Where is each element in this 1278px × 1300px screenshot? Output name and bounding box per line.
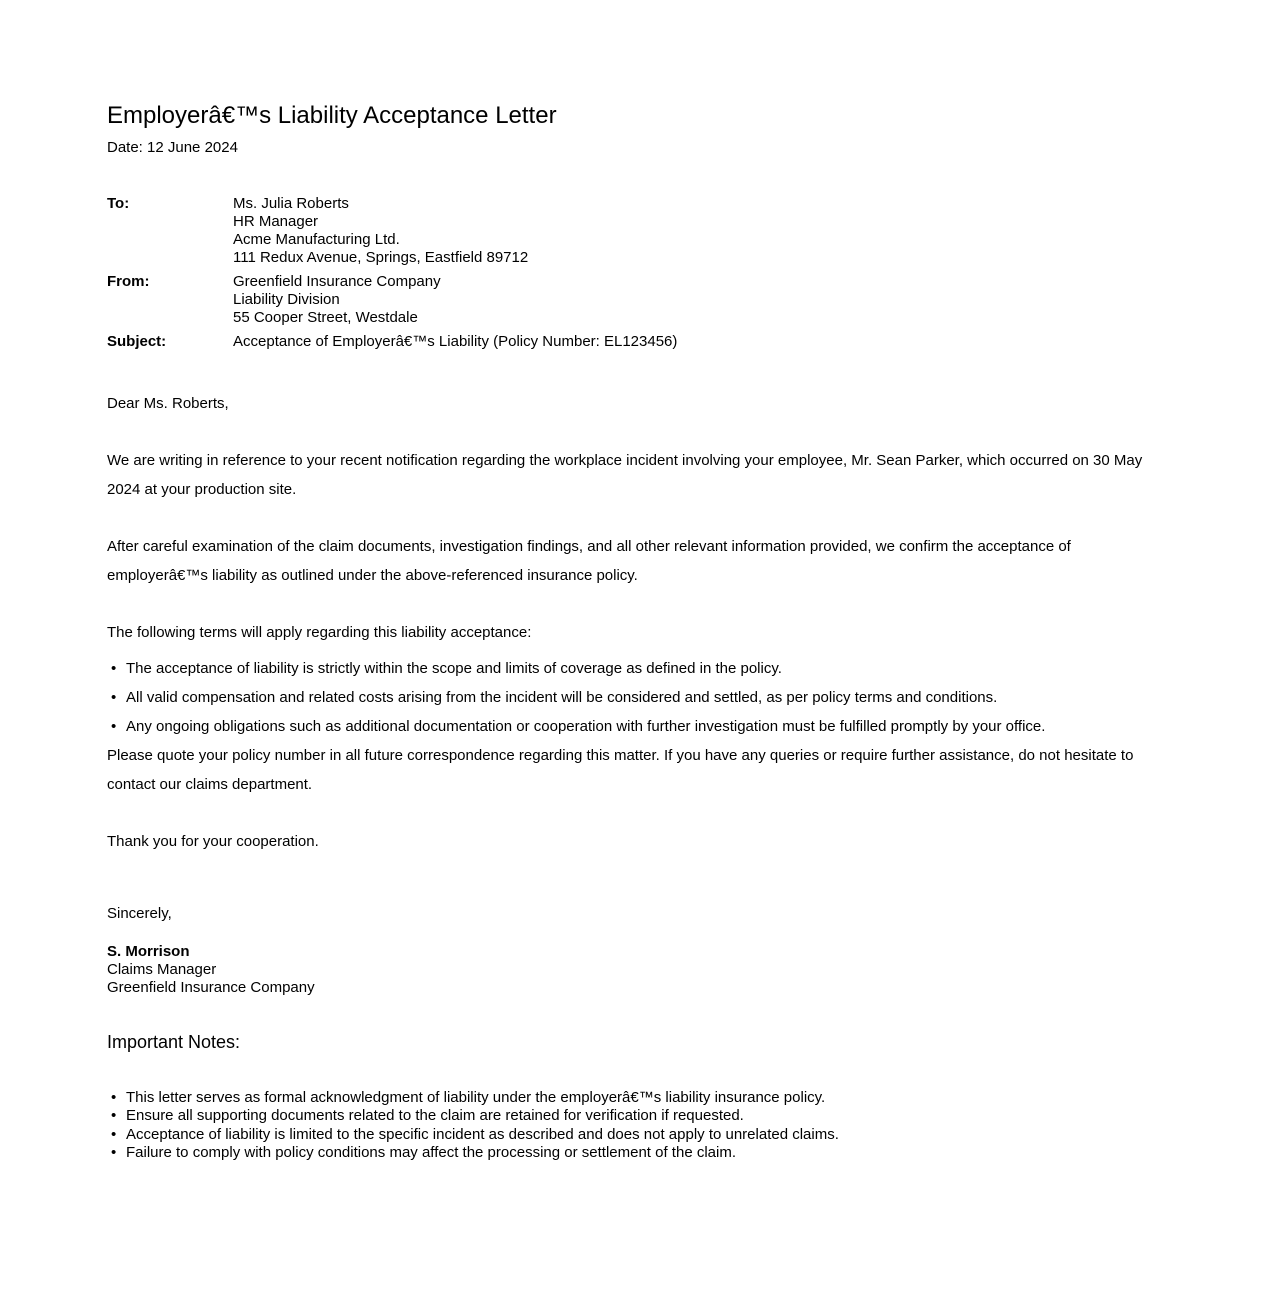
terms-list (107, 654, 1158, 741)
to-line: Ms. Julia Roberts (233, 194, 349, 212)
terms-list-item: • Any ongoing obligations such as additional documentation or cooperation with further investigation must be fulfilled promptly by your office. (107, 712, 1158, 741)
letter-body (107, 389, 1158, 928)
from-label: From: (107, 272, 150, 290)
meta-row-to (107, 195, 1158, 267)
paragraph-acceptance: After careful examination of the claim documents, investigation findings, and all other relevant information provided, we confirm the acceptance of employerâ€™s liability as outlined under the above-referenced insurance policy. (107, 537, 1071, 584)
terms-list-item: • All valid compensation and related costs arising from the incident will be considered and settled, as per policy terms and conditions. (107, 683, 1158, 712)
terms-intro: The following terms will apply regarding this liability acceptance: (107, 623, 532, 641)
signature-role: Claims Manager (107, 960, 217, 978)
notes-list-item: • Acceptance of liability is limited to the specific incident as described and does not apply to unrelated claims. (107, 1126, 1158, 1145)
to-line: 111 Redux Avenue, Springs, Eastfield 89712 (233, 248, 529, 266)
meta-row-from (107, 273, 1158, 327)
closing-paragraph: Please quote your policy number in all future correspondence regarding this matter. If you have any queries or require further assistance, do not hesitate to contact our claims department. (107, 746, 1134, 793)
subject-label: Subject: (107, 332, 167, 350)
date-line: Date: 12 June 2024 (107, 138, 238, 156)
to-line: Acme Manufacturing Ltd. (233, 230, 400, 248)
notes-heading: Important Notes: (107, 1031, 241, 1052)
subject-value: Acceptance of Employerâ€™s Liability (Policy Number: EL123456) (233, 332, 678, 350)
thanks-line: Thank you for your cooperation. (107, 832, 319, 850)
signature-block (107, 943, 1158, 997)
from-line: Greenfield Insurance Company (233, 272, 441, 290)
document-title: Employerâ€™s Liability Acceptance Letter (107, 102, 557, 129)
from-value (233, 273, 1158, 327)
from-line: Liability Division (233, 290, 340, 308)
from-line: 55 Cooper Street, Westdale (233, 308, 418, 326)
signature-name: S. Morrison (107, 942, 190, 960)
to-line: HR Manager (233, 212, 319, 230)
signature-company: Greenfield Insurance Company (107, 978, 315, 996)
to-value (233, 195, 1158, 267)
notes-list-item: • This letter serves as formal acknowledgment of liability under the employerâ€™s liability insurance policy. (107, 1089, 1158, 1108)
meta-row-subject (107, 333, 1158, 351)
salutation: Dear Ms. Roberts, (107, 394, 229, 412)
to-label: To: (107, 194, 130, 212)
letter-meta-block (107, 195, 1158, 351)
notes-list-item: • Failure to comply with policy conditions may affect the processing or settlement of the claim. (107, 1144, 1158, 1163)
notes-list (107, 1089, 1158, 1163)
paragraph-incident: We are writing in reference to your recent notification regarding the workplace incident involving your employee, Mr. Sean Parker, which occurred on 30 May 2024 at your production site. (107, 451, 1143, 498)
notes-list-item: • Ensure all supporting documents related to the claim are retained for verification if requested. (107, 1107, 1158, 1126)
terms-list-item: • The acceptance of liability is strictly within the scope and limits of coverage as defined in the policy. (107, 654, 1158, 683)
signoff-line: Sincerely, (107, 904, 172, 922)
